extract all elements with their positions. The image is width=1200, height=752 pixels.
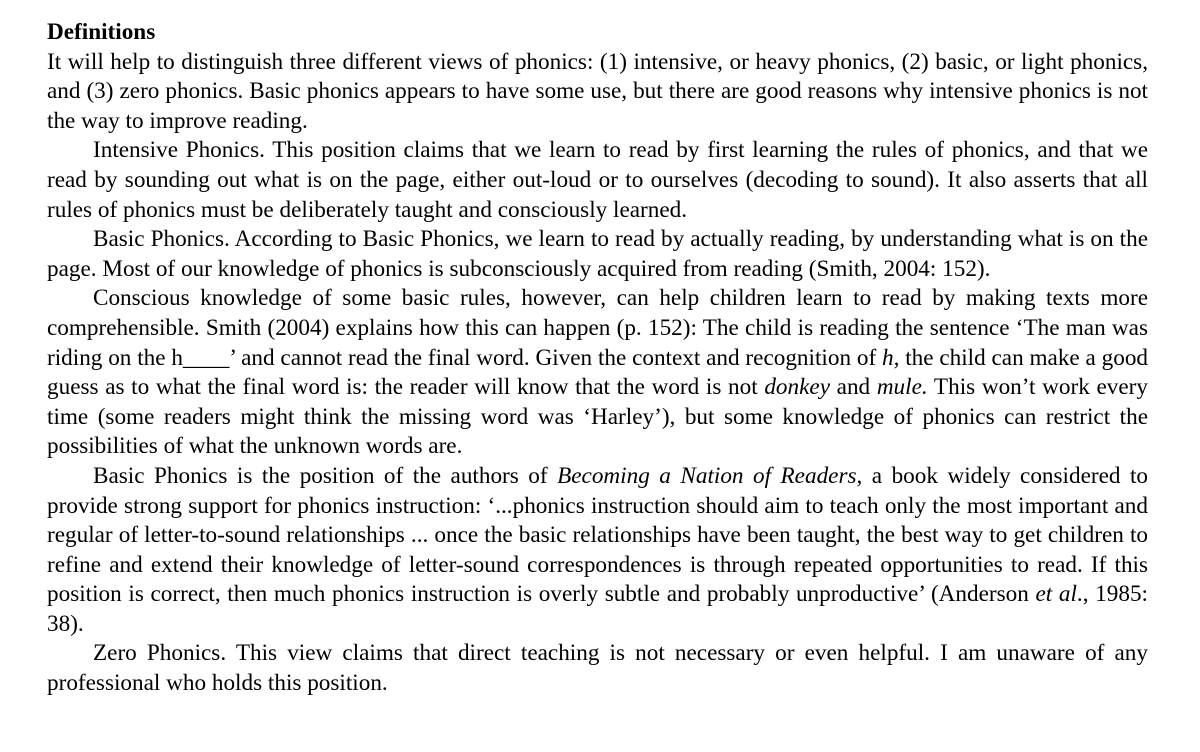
text-run: ., 1985: 38). xyxy=(47,581,1148,637)
paragraph-conscious-knowledge xyxy=(47,284,1148,462)
book-title: Becoming a Nation of Readers xyxy=(557,462,857,489)
paragraph-intro: It will help to distinguish three different views of phonics: (1) intensive, or heavy phonics, (2) basic, or light phonics, and (3) zero phonics. Basic phonics appears to have some use, but there are good reasons why intensive phonics is not the way to improve reading. xyxy=(47,48,1148,134)
italic-run: mule. xyxy=(876,374,928,401)
text-run: Basic Phonics is the position of the authors of xyxy=(93,462,558,489)
paragraph-intensive-phonics: Intensive Phonics. This position claims that we learn to read by first learning the rules of phonics, and that we read by sounding out what is on the page, either out-loud or to ourselves (decoding to sound). It also asserts that all rules of phonics must be deliberately taught and consciously learned. xyxy=(47,137,1148,223)
paragraph-zero-phonics: Zero Phonics. This view claims that direct teaching is not necessary or even helpful. I am unaware of any professional who holds this position. xyxy=(47,640,1148,697)
italic-run: et al xyxy=(1035,581,1077,608)
text-run: Conscious knowledge of some basic rules, however, can help children learn to read by making texts more comprehensible. Smith (2004) explains how this can happen (p. 152): The child is reading the sentence ‘The man was riding on the h____’ and cannot read the final word. Given the context and recognition of xyxy=(47,285,1148,371)
text-run: and xyxy=(830,374,877,401)
text-run: the child can make a good guess as to what the final word is: the reader will know that the word is not xyxy=(47,344,1149,401)
section-heading: Definitions xyxy=(47,19,156,45)
text-run: , a book widely considered to provide strong support for phonics instruction: ‘...phonics instruction should aim to teach only the most important and regular of letter-to-sound relationships ... once the basic relationships have been taught, the best way to get children to refine and extend their knowledge of letter-sound correspondences is through repeated opportunities to read. If this position is correct, then much phonics instruction is overly subtle and probably unproductive’ (Anderson xyxy=(47,462,1149,608)
paragraph-basic-phonics: Basic Phonics. According to Basic Phonics, we learn to read by actually reading, by understanding what is on the page. Most of our knowledge of phonics is subconsciously acquired from reading (Smith, 2004: 152). xyxy=(47,226,1148,282)
italic-run: h, xyxy=(881,344,900,371)
text-run: This won’t work every time (some readers might think the missing word was ‘Harley’), but some knowledge of phonics can restrict the possibilities of what the unknown words are. xyxy=(47,374,1148,460)
paragraph-nation-of-readers xyxy=(47,462,1148,640)
italic-run: donkey xyxy=(764,374,830,401)
